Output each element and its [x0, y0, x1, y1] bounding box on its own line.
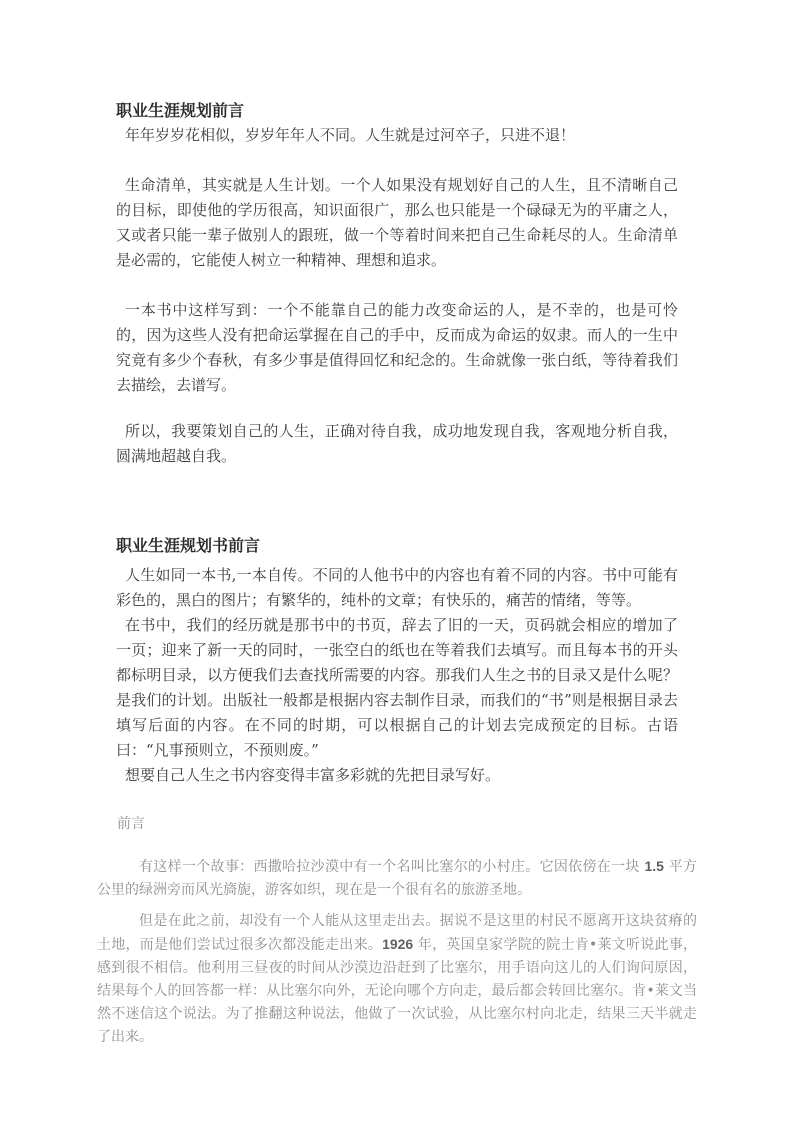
- career-plan-preface-section: [116, 98, 678, 788]
- gray-preface-section: [97, 812, 697, 1049]
- area-number: 1.5: [644, 858, 664, 874]
- paragraph-book-quote: 一本书中这样写到：一个不能靠自己的能力改变命运的人，是不幸的，也是可怜的，因为这些人没有把命运掌握在自己的手中，反而成为命运的奴隶。而人的一生中究竟有多少个春秋，有多少事是值得回忆和纪念的。生命就像一张白纸，等待着我们去描绘，去谱写。: [116, 301, 678, 394]
- paragraph-conclusion: 所以，我要策划自己的人生，正确对待自我，成功地发现自我，客观地分析自我，圆满地超越自我。: [116, 422, 678, 465]
- paragraph-book-pages: 在书中，我们的经历就是那书中的书页，辞去了旧的一天，页码就会相应的增加了一页；迎来了新一天的同时，一张空白的纸也在等着我们去填写。而且每本书的开头都标明目录，以方便我们去查找所需要的内容。那我们人生之书的目录又是什么呢？是我们的计划。出版社一般都是根据内容去制作目录，而我们的“书”则是根据目录去填写后面的内容。在不同的时期，可以根据自己的计划去完成预定的目标。古语曰：“凡事预则立，不预则废。”: [116, 616, 678, 759]
- story2-text-after-number: 年，英国皇家学院的院士肯•莱文听说此事，感到很不相信。他利用三昼夜的时间从沙漠边沿赶到了比塞尔，用手语向这儿的人们询问原因，结果每个人的回答都一样：从比塞尔向外，无论向哪个方向走，最后都会转回比塞尔。肯•莱文当然不迷信这个说法。为了推翻这种说法，他做了一次试验，从比塞尔村向北走，结果三天半就走了出来。: [97, 937, 697, 1045]
- paragraph-write-catalog: 想要自己人生之书内容变得丰富多彩就的先把目录写好。: [125, 766, 501, 784]
- heading-career-plan-book-preface: 职业生涯规划书前言: [116, 536, 261, 555]
- paragraph-bisaier-story: [97, 855, 697, 902]
- heading-preface: 前言: [117, 816, 145, 832]
- year-number: 1926: [382, 936, 414, 952]
- story-text-after-number: 平方公里的绿洲旁而风光旖旎，游客如织，现在是一个很有名的旅游圣地。: [97, 859, 697, 898]
- heading-career-plan-preface: 职业生涯规划前言: [116, 101, 245, 120]
- story2-text-before-number: 但是在此之前，却没有一个人能从这里走出去。据说不是这里的村民不愿离开这块贫瘠的土地，而是他们尝试过很多次都没能走出来。: [97, 913, 697, 953]
- paragraph-life-as-book: 人生如同一本书,一本自传。不同的人他书中的内容也有着不同的内容。书中可能有彩色的，黑白的图片；有繁华的，纯朴的文章；有快乐的，痛苦的情绪，等等。: [116, 566, 678, 609]
- paragraph-life-list: 生命清单，其实就是人生计划。一个人如果没有规划好自己的人生，且不清晰自己的目标，即使他的学历很高，知识面很广，那么也只能是一个碌碌无为的平庸之人，又或者只能一辈子做别人的跟班，做一个等着时间来把自己生命耗尽的人。生命清单是必需的，它能使人树立一种精神、理想和追求。: [116, 176, 678, 269]
- paragraph-motto: 年年岁岁花相似，岁岁年年人不同。人生就是过河卒子，只进不退！: [125, 126, 576, 144]
- story-text-before-number: 有这样一个故事：西撒哈拉沙漠中有一个名叫比塞尔的小村庄。它因依傍在一块: [139, 859, 645, 875]
- paragraph-kenlevin-story: [97, 910, 697, 1049]
